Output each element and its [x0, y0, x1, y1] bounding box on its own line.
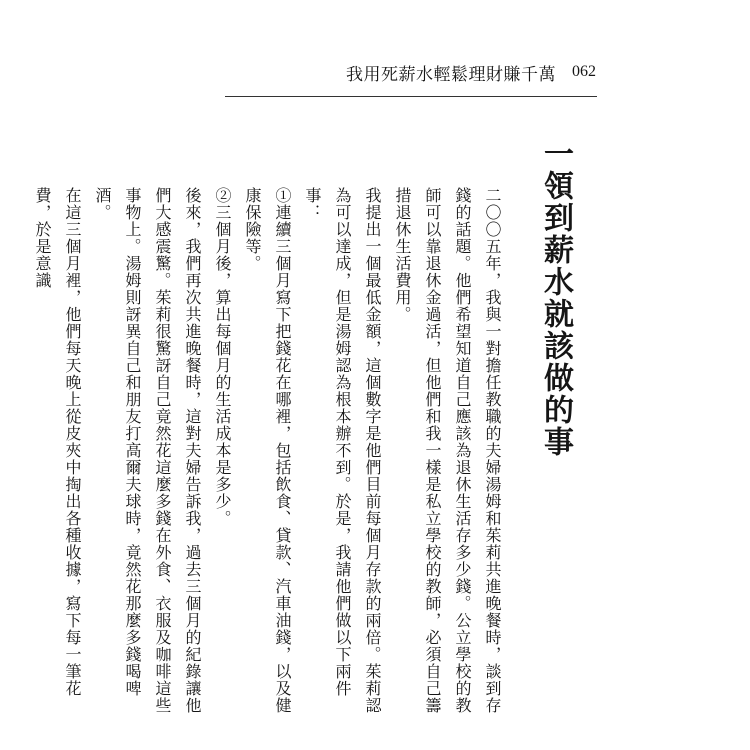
list-item: ①連續三個月寫下把錢花在哪裡，包括飲食、貸款、汽車油錢，以及健康保險等。 [243, 187, 292, 714]
page-number: 062 [572, 63, 596, 80]
list-item: ②三個月後，算出每個月的生活成本是多少。 [213, 187, 232, 527]
paragraph: 在這三個月裡，他們每天晚上從皮夾中掏出各種收據，寫下每一筆花費，於是意識 [33, 187, 82, 697]
chapter-title: 一領到薪水就該做的事 [538, 138, 573, 458]
body-text [27, 155, 507, 715]
book-title: 我用死薪水輕鬆理財賺千萬 [346, 64, 556, 85]
paragraph: 我提出一個最低金額，這個數字是他們目前每個月存款的兩倍。茱莉認為可以達成，但是湯姆認為根本辦不到。於是，我請他們做以下兩件事： [303, 187, 382, 714]
paragraph: 後來，我們再次共進晚餐時，這對夫婦告訴我，過去三個月的紀錄讓他們大感震驚。茱莉很驚訝自己竟然花這麼多錢在外食、衣服及咖啡這些事物上。湯姆則訝異自己和朋友打高爾夫球時，竟然花那麼多錢喝啤酒。 [93, 187, 202, 714]
running-header [346, 58, 596, 86]
header-rule [225, 96, 597, 97]
paragraph: 二〇〇五年，我與一對擔任教職的夫婦湯姆和茱莉共進晚餐時，談到存錢的話題。他們希望知道自己應該為退休生活存多少錢。公立學校的教師可以靠退休金過活，但他們和我一樣是私立學校的教師，必須自己籌措退休生活費用。 [393, 187, 502, 714]
